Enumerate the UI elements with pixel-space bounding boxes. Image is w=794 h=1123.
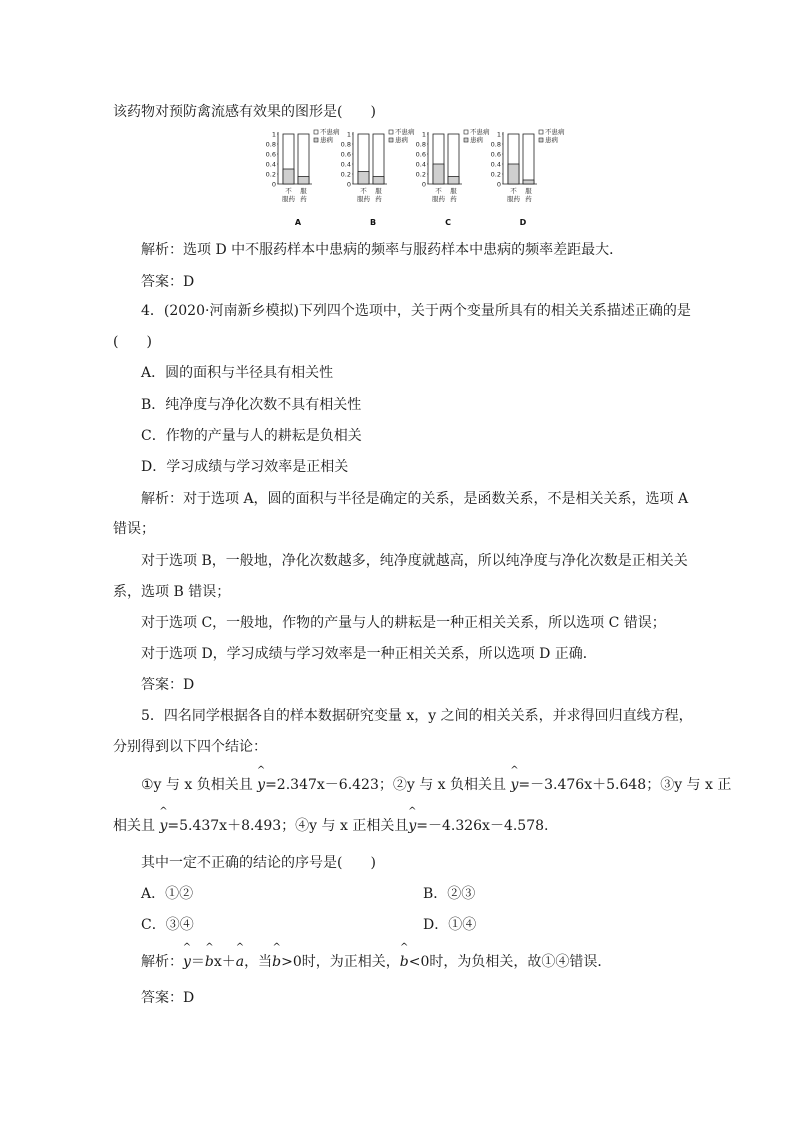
b-hat-symbol: ^ b <box>272 952 281 972</box>
y-tick-label: 0.2 <box>340 170 351 179</box>
y-tick-label: 1 <box>421 130 426 139</box>
y-tick-label: 0.2 <box>415 170 426 179</box>
legend-label: 不患病 <box>470 128 490 136</box>
legend-swatch-healthy <box>539 130 543 134</box>
y-tick-label: 0.4 <box>340 160 351 169</box>
q5-c2-prefix: ②y 与 x 负相关且 <box>392 777 511 793</box>
y-tick-label: 0.6 <box>490 150 501 159</box>
bar-total <box>523 134 534 184</box>
category-label: 服 <box>300 187 307 195</box>
q5-analysis-mid1: ，当 <box>244 954 273 970</box>
q5-c4-prefix: ④y 与 x 正相关且 <box>295 818 409 834</box>
category-label: 服药 <box>357 195 370 203</box>
y-tick-label: 0.6 <box>265 150 276 159</box>
q5-analysis <box>141 952 611 972</box>
q4-analysis-c: 对于选项 C，一般地，作物的产量与人的耕耘是一种正相关关系，所以选项 C 错误； <box>141 615 666 631</box>
bar-sick <box>298 177 309 185</box>
q5-option-d: D．①④ <box>423 917 477 933</box>
y-tick-label: 0 <box>421 180 426 189</box>
y-tick-label: 0.6 <box>415 150 426 159</box>
q5-c3-prefix2: 相关且 <box>113 818 160 834</box>
bar-sick <box>448 177 459 185</box>
q3-answer: 答案：D <box>141 274 195 290</box>
legend-label: 不患病 <box>320 128 340 136</box>
q5-stem-line2: 分别得到以下四个结论： <box>113 739 267 755</box>
panel-label: D <box>519 218 527 227</box>
y-hat-symbol: ^ y <box>257 775 265 795</box>
y-hat-symbol: ^ y <box>183 952 191 972</box>
q5-option-c: C．③④ <box>141 917 194 933</box>
a-hat-symbol: ^ a <box>236 952 244 972</box>
q5-question: 其中一定不正确的结论的序号是( ) <box>141 855 376 871</box>
legend-label: 患病 <box>470 136 483 144</box>
category-label: 服药 <box>507 195 520 203</box>
y-tick-label: 0.6 <box>340 150 351 159</box>
y-tick-label: 0 <box>271 180 276 189</box>
category-label: 服 <box>375 187 382 195</box>
q4-analysis-b-line2: 系，选项 B 错误； <box>113 584 231 600</box>
legend-swatch-sick <box>314 138 318 142</box>
y-tick-label: 0.8 <box>265 140 276 149</box>
legend-label: 不患病 <box>395 128 415 136</box>
b-hat-symbol: ^ b <box>205 952 214 972</box>
panel-label: B <box>369 218 377 227</box>
q5-answer: 答案：D <box>141 990 195 1006</box>
q5-analysis-eq1: ＝ <box>190 954 205 970</box>
y-tick-label: 0.2 <box>265 170 276 179</box>
q4-analysis-line2: 错误； <box>113 521 155 537</box>
category-label: 不 <box>285 187 292 195</box>
q5-analysis-end: <0时，为负相关，故①④错误． <box>408 954 612 970</box>
y-hat-symbol: ^ y <box>159 816 167 836</box>
panel-label: C <box>445 218 451 227</box>
legend-swatch-sick <box>464 138 468 142</box>
q4-option-b: B．纯净度与净化次数不具有相关性 <box>141 397 362 413</box>
q5-c1-prefix: ①y 与 x 负相关且 <box>141 777 258 793</box>
q5-option-a: A．①② <box>141 886 194 902</box>
y-tick-label: 0.4 <box>490 160 501 169</box>
category-label: 药 <box>375 195 382 203</box>
bar-sick <box>373 177 384 185</box>
category-label: 药 <box>450 195 457 203</box>
q5-analysis-mid2: >0时，为正相关， <box>281 954 400 970</box>
category-label: 药 <box>300 195 307 203</box>
q5-stem-line1: 5．四名同学根据各自的样本数据研究变量 x，y 之间的相关关系，并求得回归直线方程， <box>141 708 693 724</box>
q3-analysis: 解析：选项 D 中不服药样本中患病的频率与服药样本中患病的频率差距最大． <box>141 242 624 258</box>
q5-c1-equation: =2.347x－6.423； <box>265 777 393 793</box>
legend-label: 不患病 <box>545 128 565 136</box>
legend-swatch-sick <box>539 138 543 142</box>
q4-option-a: A．圆的面积与半径具有相关性 <box>141 365 334 381</box>
category-label: 不 <box>435 187 442 195</box>
q5-option-b: B．②③ <box>423 886 476 902</box>
legend-swatch-healthy <box>314 130 318 134</box>
legend-swatch-healthy <box>464 130 468 134</box>
legend-swatch-healthy <box>389 130 393 134</box>
q5-c4-equation: =－4.326x－4.578. <box>416 818 549 834</box>
category-label: 药 <box>525 195 532 203</box>
b-hat-symbol: ^ b <box>400 952 409 972</box>
q5-c2-equation: =－3.476x＋5.648； <box>518 777 661 793</box>
y-hat-symbol: ^ y <box>510 775 518 795</box>
y-tick-label: 1 <box>271 130 276 139</box>
q5-c3-equation: =5.437x＋8.493； <box>167 818 296 834</box>
q4-option-c: C．作物的产量与人的耕耘是负相关 <box>141 428 362 444</box>
q5-analysis-prefix: 解析： <box>141 954 183 970</box>
y-tick-label: 0.8 <box>340 140 351 149</box>
category-label: 不 <box>510 187 517 195</box>
category-label: 服 <box>450 187 457 195</box>
legend-label: 患病 <box>545 136 558 144</box>
y-tick-label: 1 <box>346 130 351 139</box>
q4-stem-line1: 4．(2020·河南新乡模拟)下列四个选项中，关于两个变量所具有的相关关系描述正确的是 <box>141 303 691 319</box>
legend-swatch-sick <box>389 138 393 142</box>
q4-analysis-d: 对于选项 D，学习成绩与学习效率是一种正相关关系，所以选项 D 正确． <box>141 646 597 662</box>
y-tick-label: 0.8 <box>415 140 426 149</box>
legend-label: 患病 <box>395 136 408 144</box>
q5-conclusions-line1 <box>141 775 731 795</box>
y-tick-label: 0.4 <box>415 160 426 169</box>
category-label: 不 <box>360 187 367 195</box>
y-tick-label: 0 <box>346 180 351 189</box>
q3-charts <box>262 126 565 230</box>
q3-stem: 该药物对预防禽流感有效果的图形是( ) <box>113 104 376 120</box>
y-tick-label: 0.2 <box>490 170 501 179</box>
y-tick-label: 0 <box>496 180 501 189</box>
bar-sick <box>508 164 519 184</box>
bar-sick <box>523 180 534 184</box>
q5-analysis-eq2: x＋ <box>213 954 236 970</box>
y-tick-label: 1 <box>496 130 501 139</box>
y-tick-label: 0.4 <box>265 160 276 169</box>
legend-label: 患病 <box>320 136 333 144</box>
q4-analysis-b-line1: 对于选项 B，一般地，净化次数越多，纯净度就越高，所以纯净度与净化次数是正相关关 <box>141 553 688 569</box>
bar-sick <box>358 172 369 185</box>
bar-sick <box>283 169 294 184</box>
q4-option-d: D．学习成绩与学习效率是正相关 <box>141 459 349 475</box>
category-label: 服药 <box>282 195 295 203</box>
q4-answer: 答案：D <box>141 677 195 693</box>
y-hat-symbol: ^ y <box>408 816 416 836</box>
panel-label: A <box>294 218 302 227</box>
bar-sick <box>433 164 444 184</box>
q4-analysis-line1: 解析：对于选项 A，圆的面积与半径是确定的关系，是函数关系，不是相关关系，选项 A <box>141 491 689 507</box>
category-label: 服 <box>525 187 532 195</box>
q5-c3-prefix: ③y 与 x 正 <box>660 777 732 793</box>
q5-conclusions-line2 <box>113 816 548 836</box>
q4-stem-line2: ( ) <box>113 334 152 350</box>
category-label: 服药 <box>432 195 445 203</box>
y-tick-label: 0.8 <box>490 140 501 149</box>
